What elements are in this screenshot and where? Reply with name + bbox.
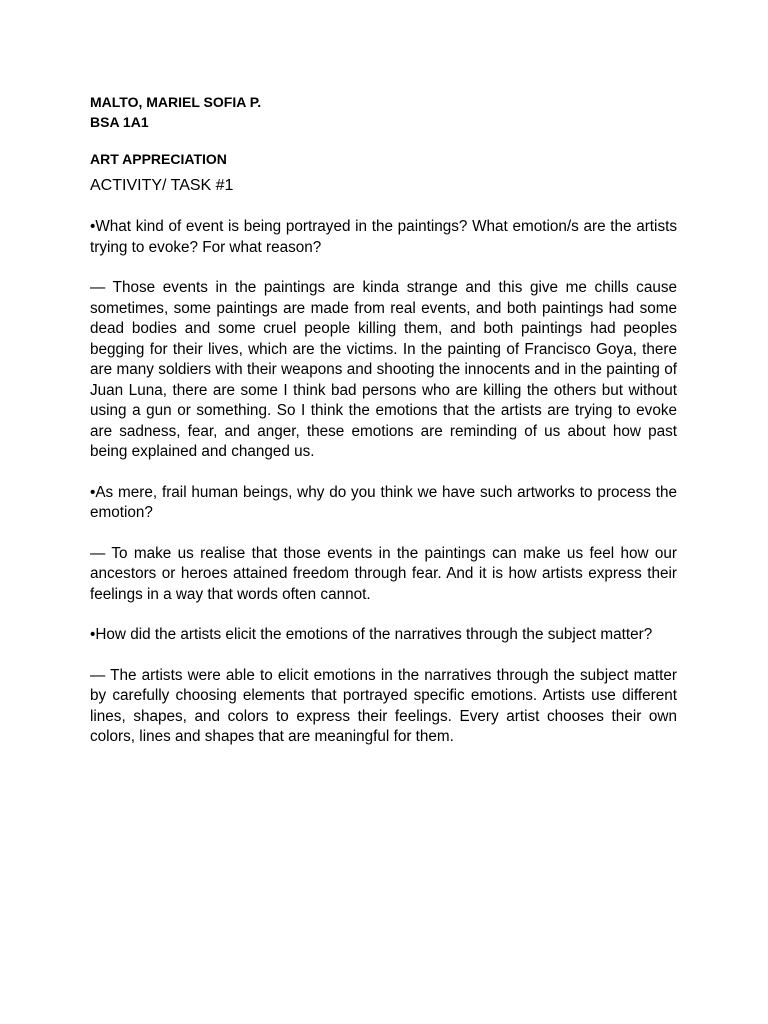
answer-1: — Those events in the paintings are kinda strange and this give me chills cause sometimes, some paintings are made from real events, and both paintings had some dead bodies and some cruel people killing them, and both paintings had peoples begging for their lives, which are the victims. In the painting of Francisco Goya, there are many soldiers with their weapons and shooting the innocents and in the painting of Juan Luna, there are some I think bad persons who are killing the others but without using a gun or something. So I think the emotions that the artists are trying to evoke are sadness, fear, and anger, these emotions are reminding of us about how past being explained and changed us.: [90, 279, 677, 460]
spacer: [90, 132, 677, 149]
question-2: •As mere, frail human beings, why do you think we have such artworks to process the emotion?: [90, 483, 677, 521]
answer-3: — The artists were able to elicit emotions in the narratives through the subject matter by carefully choosing elements that portrayed specific emotions. Artists use different lines, shapes, and colors to express their feelings. Every artist chooses their own colors, lines and shapes that are meaningful for them.: [90, 666, 677, 745]
question-1: •What kind of event is being portrayed in the paintings? What emotion/s are the artists trying to evoke? For what reason?: [90, 218, 677, 256]
activity-title: ACTIVITY/ TASK #1: [90, 177, 234, 194]
document-page: [90, 92, 677, 768]
student-section: BSA 1A1: [90, 114, 149, 130]
course-title: ART APPRECIATION: [90, 151, 227, 167]
student-name: MALTO, MARIEL SOFIA P.: [90, 94, 262, 110]
question-3: •How did the artists elicit the emotions of the narratives through the subject matter?: [90, 626, 653, 643]
answer-2: — To make us realise that those events in the paintings can make us feel how our ancestors or heroes attained freedom through fear. And it is how artists express their feelings in a way that words often cannot.: [90, 544, 677, 603]
